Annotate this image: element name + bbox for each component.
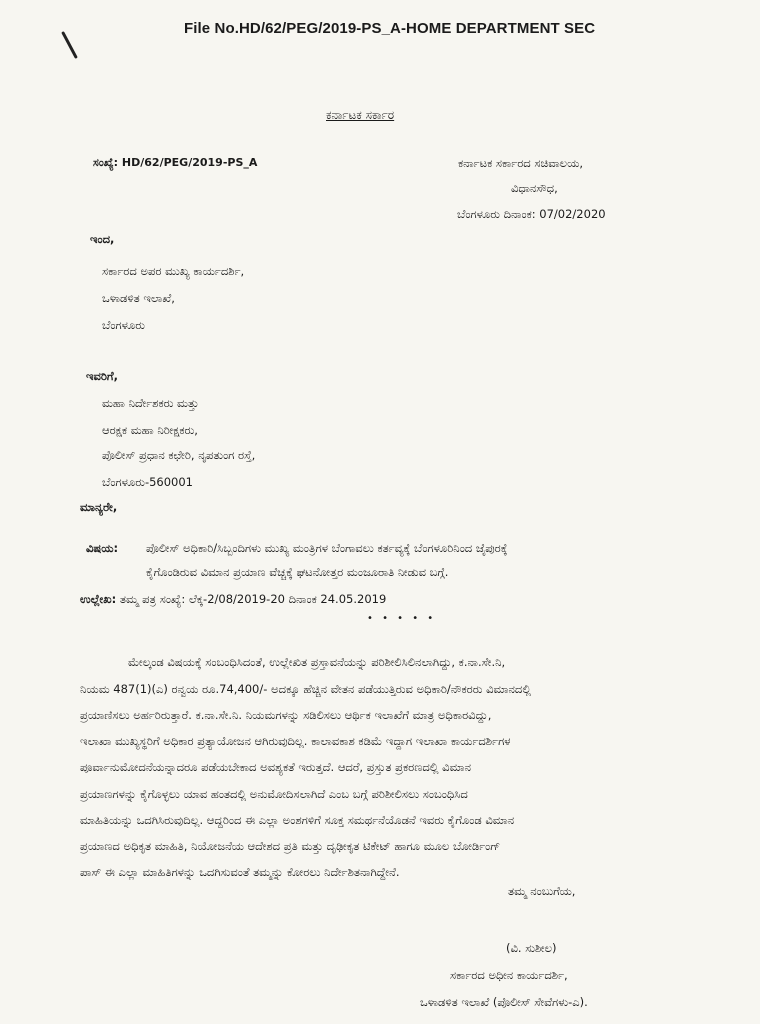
signatory-department: ಒಳಾಡಳಿತ ಇಲಾಖೆ (ಪೊಲೀಸ್ ಸೇವೆಗಳು-ಎ).	[420, 995, 588, 1009]
reference-number: ಸಂಖ್ಯೆ: HD/62/PEG/2019-PS_A	[93, 156, 258, 169]
from-line-2: ಒಳಾಡಳಿತ ಇಲಾಖೆ,	[102, 291, 175, 305]
separator-stars: • • • • •	[367, 613, 437, 624]
closing: ತಮ್ಮ ನಂಬುಗೆಯ,	[508, 884, 576, 898]
government-title: ಕರ್ನಾಟಕ ಸರ್ಕಾರ	[326, 108, 395, 122]
office-line-1: ಕರ್ನಾಟಕ ಸರ್ಕಾರದ ಸಚಿವಾಲಯ,	[458, 156, 584, 170]
subject-label: ವಿಷಯ:	[86, 541, 119, 555]
from-label: ಇಂದ,	[90, 232, 115, 246]
office-line-2: ವಿಧಾನಸೌಧ,	[511, 181, 558, 195]
from-line-1: ಸರ್ಕಾರದ ಅಪರ ಮುಖ್ಯ ಕಾರ್ಯದರ್ಶಿ,	[102, 264, 245, 278]
subject-line-1: ಪೊಲೀಸ್ ಅಧಿಕಾರಿ/ಸಿಬ್ಬಂದಿಗಳು ಮುಖ್ಯ ಮಂತ್ರಿಗಳ ಬೆಂಗಾವಲು ಕರ್ತವ್ಯಕ್ಕೆ ಬೆಂಗಳೂರಿನಿಂದ ಜೈಪುರಕ್ಕೆ	[146, 541, 508, 555]
to-line-3: ಪೊಲೀಸ್ ಪ್ರಧಾನ ಕಛೇರಿ, ನೃಪತುಂಗ ರಸ್ತೆ,	[102, 448, 256, 462]
reference-label: ಉಲ್ಲೇಖ:	[80, 592, 117, 606]
to-line-2: ಆರಕ್ಷಕ ಮಹಾ ನಿರೀಕ್ಷಕರು,	[102, 423, 198, 437]
to-line-1: ಮಹಾ ನಿರ್ದೇಶಕರು ಮತ್ತು	[102, 396, 199, 410]
body-line-9: ಪಾಸ್ ಈ ಎಲ್ಲಾ ಮಾಹಿತಿಗಳನ್ನು ಒದಗಿಸುವಂತೆ ತಮ್ಮನ್ನು ಕೋರಲು ನಿರ್ದೇಶಿತನಾಗಿದ್ದೇನೆ.	[80, 865, 400, 879]
reference-line	[80, 592, 386, 607]
reference-text: ತಮ್ಮ ಪತ್ರ ಸಂಖ್ಯೆ: ಲೆಕ್ಕ-2/08/2019-20 ದಿನಾಂಕ 24.05.2019	[119, 592, 387, 606]
from-line-3: ಬೆಂಗಳೂರು	[102, 318, 145, 332]
body-line-6: ಪ್ರಯಾಣಗಳನ್ನು ಕೈಗೊಳ್ಳಲು ಯಾವ ಹಂತದಲ್ಲಿ ಅನುಮೋದಿಸಲಾಗಿದೆ ಎಂಬ ಬಗ್ಗೆ ಪರಿಶೀಲಿಸಲು ಸಂಬಂಧಿಸಿದ	[80, 787, 468, 801]
signatory-designation: ಸರ್ಕಾರದ ಅಧೀನ ಕಾರ್ಯದರ್ಶಿ,	[450, 968, 568, 982]
letter-date: ಬೆಂಗಳೂರು ದಿನಾಂಕ: 07/02/2020	[457, 207, 606, 221]
pen-mark	[61, 31, 78, 59]
subject-line-2: ಕೈಗೊಂಡಿರುವ ವಿಮಾನ ಪ್ರಯಾಣ ವೆಚ್ಚಕ್ಕೆ ಘಟನೋತ್ತರ ಮಂಜೂರಾತಿ ನೀಡುವ ಬಗ್ಗೆ.	[146, 565, 449, 579]
to-line-4: ಬೆಂಗಳೂರು-560001	[102, 475, 194, 489]
body-line-5: ಪೂರ್ವಾನುಮೋದನೆಯನ್ನಾದರೂ ಪಡೆಯಬೇಕಾದ ಅವಶ್ಯಕತೆ ಇರುತ್ತದೆ. ಆದರೆ, ಪ್ರಸ್ತುತ ಪ್ರಕರಣದಲ್ಲಿ ವಿಮಾನ	[80, 760, 471, 774]
body-line-1: ಮೇಲ್ಕಂಡ ವಿಷಯಕ್ಕೆ ಸಂಬಂಧಿಸಿದಂತೆ, ಉಲ್ಲೇಖಿತ ಪ್ರಸ್ತಾವನೆಯನ್ನು ಪರಿಶೀಲಿಸಿಲಿನಲಾಗಿದ್ದು, ಕ.ನಾ.ಸೇ.ನಿ,	[128, 655, 506, 669]
salutation: ಮಾನ್ಯರೇ,	[80, 500, 118, 514]
body-line-2: ನಿಯಮ 487(1)(ಎ) ರನ್ವಯ ರೂ.74,400/- ಅದಕ್ಕೂ ಹೆಚ್ಚಿನ ವೇತನ ಪಡೆಯುತ್ತಿರುವ ಅಧಿಕಾರಿ/ನೌಕರರು ವಿಮಾನದಲ್ಲಿ	[80, 682, 532, 696]
file-number-header: File No.HD/62/PEG/2019-PS_A-HOME DEPARTMENT SEC	[184, 20, 596, 37]
body-line-8: ಪ್ರಯಾಣದ ಅಧಿಕೃತ ಮಾಹಿತಿ, ನಿಯೋಜನೆಯ ಆದೇಶದ ಪ್ರತಿ ಮತ್ತು ದೃಢೀಕೃತ ಟಿಕೇಟ್ ಹಾಗೂ ಮೂಲ ಬೋರ್ಡಿಂಗ್	[80, 839, 501, 853]
body-line-4: ಇಲಾಖಾ ಮುಖ್ಯಸ್ಥರಿಗೆ ಅಧಿಕಾರ ಪ್ರತ್ಯಾಯೋಜನ ಆಗಿರುವುದಿಲ್ಲ. ಕಾಲಾವಕಾಶ ಕಡಿಮೆ ಇದ್ದಾಗ ಇಲಾಖಾ ಕಾರ್ಯದರ್ಶಿಗಳ	[80, 734, 511, 748]
body-line-3: ಪ್ರಯಾಣಿಸಲು ಅರ್ಹರಿರುತ್ತಾರೆ. ಕ.ನಾ.ಸೇ.ನಿ. ನಿಯಮಗಳನ್ನು ಸಡಿಲಿಸಲು ಆರ್ಥಿಕ ಇಲಾಖೆಗೆ ಮಾತ್ರ ಅಧಿಕಾರವಿದ್ದು,	[80, 708, 492, 722]
body-line-7: ಮಾಹಿತಿಯನ್ನು ಒದಗಿಸಿರುವುದಿಲ್ಲ. ಆದ್ದರಿಂದ ಈ ಎಲ್ಲಾ ಅಂಶಗಳಿಗೆ ಸೂಕ್ತ ಸಮರ್ಥನೆಯೊಡನೆ ಇವರು ಕೈಗೊಂಡ ವಿಮಾನ	[80, 813, 515, 827]
signatory-name: (ವಿ. ಸುಶೀಲ)	[506, 941, 557, 955]
to-label: ಇವರಿಗೆ,	[86, 369, 118, 383]
